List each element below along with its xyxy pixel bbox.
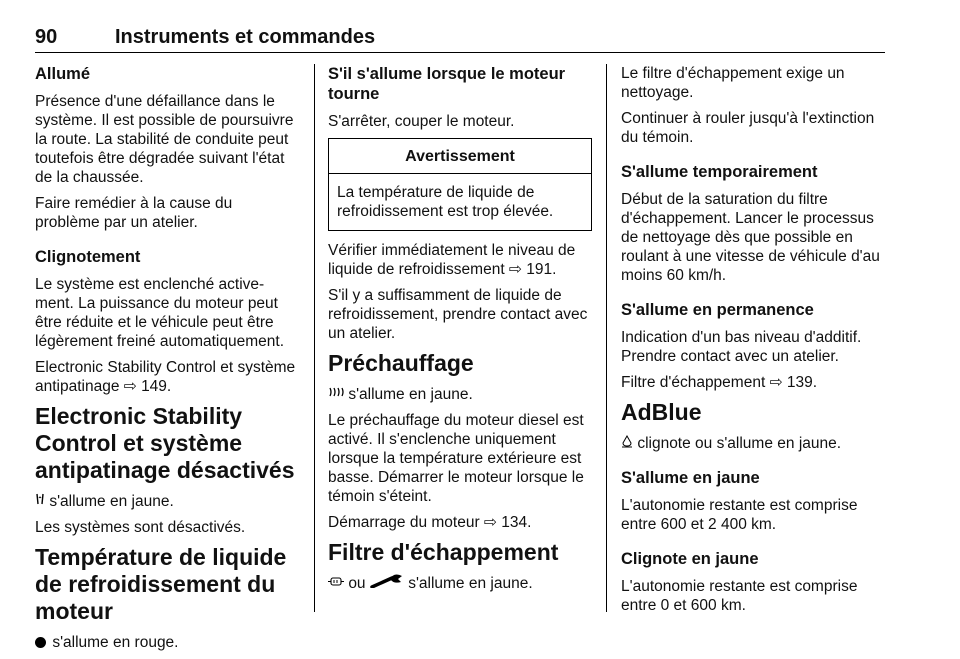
glow-plug-icon bbox=[328, 385, 344, 404]
paragraph: ou s'allume en jaune. bbox=[328, 574, 598, 593]
heading-flashes-yellow: Clignote en jaune bbox=[621, 550, 759, 568]
column-divider bbox=[606, 64, 607, 612]
page-title: Instruments et commandes bbox=[115, 26, 376, 48]
paragraph: Début de la saturation du filtre d'échappement. Lancer le processus de nettoyage dès que possible en roulant à une vitesse de véhicule d'au moins 60 km/h. bbox=[621, 191, 880, 284]
exhaust-filter-icon bbox=[328, 574, 344, 593]
paragraph: s'allume en jaune. bbox=[328, 385, 598, 404]
paragraph: L'autonomie restante est comprise entre 0 et 600 km. bbox=[621, 578, 858, 614]
esc-off-icon bbox=[35, 492, 45, 511]
paragraph: s'allume en jaune. bbox=[35, 492, 300, 511]
paragraph: Le préchauffage du moteur diesel est activé. Il s'enclenche uniquement lorsque la température extérieure est basse. Démarrer le moteur lorsque le témoin s'éteint. bbox=[328, 412, 584, 505]
paragraph: Faire remédier à la cause du problème par un atelier. bbox=[35, 195, 233, 231]
page-number: 90 bbox=[35, 26, 58, 48]
paragraph: Le système est enclenché active-ment. La puissance du moteur peut être réduite et le véhicule peut être légèrement freiné automatiquement. bbox=[35, 276, 285, 350]
heading-clignotement: Clignotement bbox=[35, 248, 141, 266]
heading-coolant-temp: Température de liquide de refroidissement du moteur bbox=[35, 544, 287, 624]
wrench-icon bbox=[370, 574, 404, 593]
paragraph: Les systèmes sont désactivés. bbox=[35, 519, 246, 536]
column-right bbox=[621, 64, 891, 622]
column-divider bbox=[314, 64, 315, 612]
paragraph: L'autonomie restante est comprise entre 600 et 2 400 km. bbox=[621, 497, 858, 533]
warning-box bbox=[328, 138, 592, 231]
paragraph: Indication d'un bas niveau d'additif. Prendre contact avec un atelier. bbox=[621, 329, 862, 365]
heading-filtre: Filtre d'échappement bbox=[328, 539, 559, 565]
cross-reference: Vérifier immédiatement le niveau de liquide de refroidissement ⇨ 191. bbox=[328, 242, 576, 278]
heading-lights-yellow: S'allume en jaune bbox=[621, 469, 760, 487]
paragraph: S'arrêter, couper le moteur. bbox=[328, 113, 515, 130]
coolant-temp-icon bbox=[35, 637, 46, 648]
paragraph: s'allume en rouge. bbox=[35, 633, 300, 652]
paragraph: Le filtre d'échappement exige un nettoyage. bbox=[621, 65, 845, 101]
heading-prechauffage: Préchauffage bbox=[328, 350, 474, 376]
heading-permanent: S'allume en permanence bbox=[621, 301, 814, 319]
cross-reference: Electronic Stability Control et système antipatinage ⇨ 149. bbox=[35, 359, 296, 395]
heading-engine-running: S'il s'allume lorsque le moteur tourne bbox=[328, 65, 566, 103]
paragraph: S'il y a suffisamment de liquide de refroidissement, prendre contact avec un atelier. bbox=[328, 287, 588, 342]
heading-temporarily: S'allume temporairement bbox=[621, 163, 818, 181]
page-header bbox=[35, 26, 885, 53]
column-left bbox=[35, 64, 300, 659]
heading-adblue: AdBlue bbox=[621, 399, 702, 425]
cross-reference: Filtre d'échappement ⇨ 139. bbox=[621, 374, 818, 391]
column-middle bbox=[328, 64, 598, 600]
paragraph: Présence d'une défaillance dans le système. Il est possible de poursuivre la route. La stabilité de conduite peut toutefois être dégradée suivant l'état de la chaussée. bbox=[35, 93, 294, 186]
cross-reference: Démarrage du moteur ⇨ 134. bbox=[328, 514, 532, 531]
paragraph: Continuer à rouler jusqu'à l'extinction du témoin. bbox=[621, 110, 875, 146]
warning-title: Avertissement bbox=[329, 139, 591, 174]
adblue-icon bbox=[621, 434, 633, 453]
heading-allume: Allumé bbox=[35, 65, 91, 83]
warning-body: La température de liquide de refroidissement est trop élevée. bbox=[337, 184, 554, 220]
heading-esc-off: Electronic Stability Control et système antipatinage désactivés bbox=[35, 403, 295, 483]
paragraph: clignote ou s'allume en jaune. bbox=[621, 434, 891, 453]
